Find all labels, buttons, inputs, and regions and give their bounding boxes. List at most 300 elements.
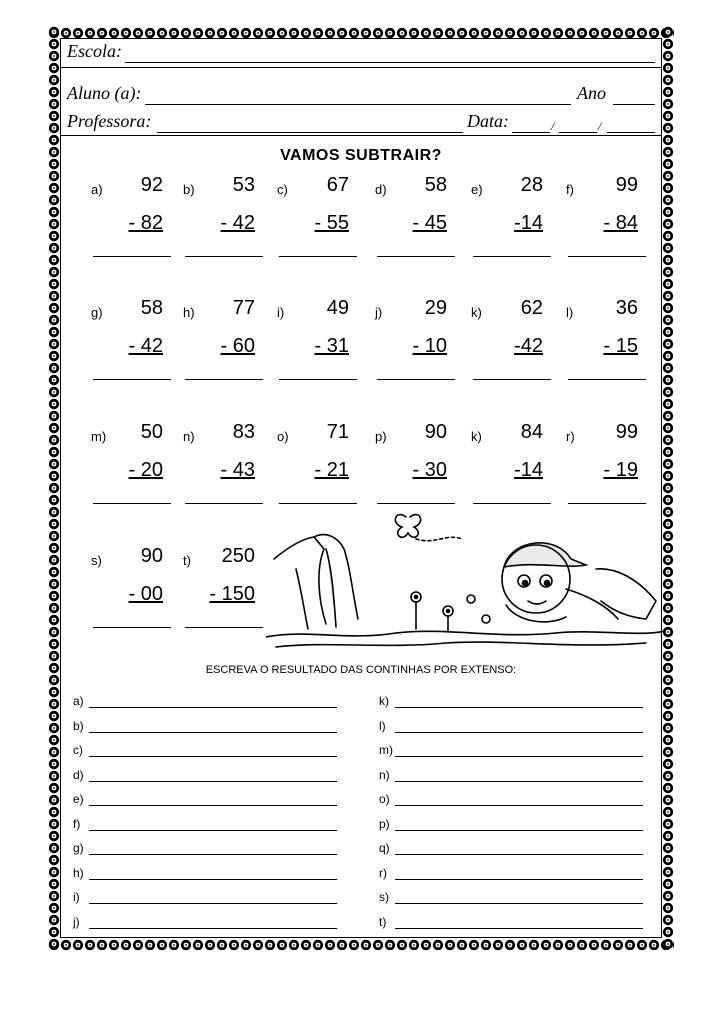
minuend: 28 (520, 174, 543, 196)
flower-icon (49, 207, 59, 217)
flower-icon (313, 28, 323, 38)
flower-row (48, 26, 60, 950)
extenso-field[interactable] (89, 854, 337, 855)
flower-icon (49, 423, 59, 433)
extenso-line[interactable] (379, 890, 643, 906)
extenso-field[interactable] (395, 830, 643, 831)
extenso-line[interactable] (73, 743, 337, 759)
answer-line[interactable] (568, 379, 646, 380)
extenso-line[interactable] (379, 719, 643, 735)
flower-icon (49, 591, 59, 601)
flower-icon (49, 615, 59, 625)
flower-icon (613, 940, 623, 950)
flower-icon (663, 75, 673, 85)
extenso-field[interactable] (89, 805, 337, 806)
flower-icon (663, 135, 673, 145)
flower-icon (663, 867, 673, 877)
problem-label: p) (375, 429, 387, 444)
flower-icon (663, 207, 673, 217)
answer-line[interactable] (568, 256, 646, 257)
aluno-field[interactable] (145, 104, 571, 105)
subtraction-problem (183, 174, 263, 284)
flower-icon (349, 28, 359, 38)
flower-icon (637, 940, 647, 950)
minuend: 83 (232, 421, 255, 443)
flower-icon (457, 28, 467, 38)
flower-icon (663, 447, 673, 457)
flower-icon (663, 303, 673, 313)
flower-icon (663, 891, 673, 901)
extenso-line[interactable] (379, 817, 643, 833)
problem-label: g) (91, 305, 103, 320)
subtraction-problem (91, 545, 171, 655)
flower-icon (49, 927, 59, 937)
minuend: 62 (520, 297, 543, 319)
flower-icon (663, 219, 673, 229)
flower-icon (601, 28, 611, 38)
extenso-line[interactable] (379, 694, 643, 710)
aluno-label: Aluno (a): (67, 83, 142, 103)
extenso-line[interactable] (73, 890, 337, 906)
flower-icon (601, 940, 611, 950)
flower-icon (253, 28, 263, 38)
flower-icon (49, 459, 59, 469)
flower-icon (637, 28, 647, 38)
flower-icon (663, 255, 673, 265)
flower-icon (663, 459, 673, 469)
flower-icon (49, 303, 59, 313)
flower-icon (505, 28, 515, 38)
subtrahend: - 42 (128, 335, 163, 357)
flower-icon (49, 255, 59, 265)
answer-line[interactable] (185, 503, 263, 504)
flower-icon (49, 627, 59, 637)
flower-icon (553, 28, 563, 38)
flower-icon (169, 28, 179, 38)
flower-icon (663, 111, 673, 121)
flower-icon (49, 915, 59, 925)
extenso-field[interactable] (395, 732, 643, 733)
flower-border-bottom (48, 938, 674, 950)
answer-line[interactable] (473, 256, 551, 257)
minuend: 99 (615, 174, 638, 196)
flower-icon (663, 435, 673, 445)
subtraction-problem (471, 174, 551, 284)
flower-icon (663, 327, 673, 337)
flower-icon (663, 879, 673, 889)
minuend: 90 (424, 421, 447, 443)
flower-icon (157, 28, 167, 38)
minuend: 90 (140, 545, 163, 567)
subtraction-problem (277, 174, 357, 284)
extenso-label: c) (73, 743, 83, 757)
flower-icon (663, 423, 673, 433)
flower-icon (663, 351, 673, 361)
flower-icon (61, 28, 71, 38)
subtraction-problem (91, 421, 171, 531)
subtrahend: - 45 (412, 212, 447, 234)
answer-line[interactable] (279, 379, 357, 380)
date-year-field[interactable] (607, 132, 655, 133)
extenso-field[interactable] (395, 879, 643, 880)
flower-icon (663, 195, 673, 205)
flower-icon (217, 28, 227, 38)
answer-line[interactable] (377, 256, 455, 257)
extenso-line[interactable] (379, 866, 643, 882)
flower-icon (49, 663, 59, 673)
flower-icon (577, 28, 587, 38)
flower-icon (49, 231, 59, 241)
minuend: 92 (140, 174, 163, 196)
flower-icon (663, 183, 673, 193)
flower-icon (663, 387, 673, 397)
aluno-row (67, 83, 655, 107)
problem-label: h) (183, 305, 195, 320)
flower-icon (517, 940, 527, 950)
flower-icon (133, 940, 143, 950)
flower-icon (49, 507, 59, 517)
extenso-line[interactable] (379, 743, 643, 759)
flower-icon (663, 735, 673, 745)
flower-icon (663, 243, 673, 253)
flower-icon (663, 831, 673, 841)
problem-label: a) (91, 182, 103, 197)
minuend: 67 (326, 174, 349, 196)
flower-icon (49, 807, 59, 817)
flower-icon (663, 843, 673, 853)
extenso-line[interactable] (379, 768, 643, 784)
extenso-label: d) (73, 767, 84, 782)
flower-icon (433, 28, 443, 38)
flower-icon (61, 940, 71, 950)
subtraction-problem (375, 174, 455, 284)
flower-icon (663, 483, 673, 493)
flower-icon (157, 940, 167, 950)
flower-icon (373, 28, 383, 38)
flower-icon (565, 28, 575, 38)
flower-icon (205, 28, 215, 38)
flower-icon (49, 147, 59, 157)
flower-icon (613, 28, 623, 38)
problem-label: d) (375, 182, 387, 197)
extenso-label: l) (379, 718, 386, 733)
flower-icon (663, 375, 673, 385)
extenso-label: r) (379, 865, 387, 880)
flower-icon (663, 759, 673, 769)
flower-icon (663, 915, 673, 925)
escola-row (67, 41, 655, 65)
extenso-line[interactable] (73, 768, 337, 784)
extenso-label: i) (73, 890, 80, 904)
escola-label: Escola: (67, 41, 122, 61)
flower-icon (49, 279, 59, 289)
extenso-field[interactable] (395, 756, 643, 757)
problem-label: k) (471, 305, 482, 320)
flower-icon (589, 28, 599, 38)
flower-icon (625, 940, 635, 950)
extenso-field[interactable] (89, 879, 337, 880)
answer-line[interactable] (93, 627, 171, 628)
extenso-label: j) (73, 914, 80, 929)
page-border (48, 26, 674, 950)
flower-icon (325, 28, 335, 38)
subtraction-problem (375, 297, 455, 407)
flower-icon (277, 940, 287, 950)
subtrahend: - 150 (209, 583, 255, 605)
extenso-label: q) (379, 841, 390, 855)
minuend: 71 (326, 421, 349, 443)
flower-icon (663, 231, 673, 241)
answer-line[interactable] (93, 256, 171, 257)
flower-icon (663, 711, 673, 721)
professora-field[interactable] (157, 132, 463, 133)
flower-icon (541, 940, 551, 950)
flower-icon (663, 171, 673, 181)
flower-icon (469, 28, 479, 38)
flower-icon (121, 28, 131, 38)
flower-icon (49, 99, 59, 109)
flower-icon (663, 363, 673, 373)
subtrahend: - 30 (412, 459, 447, 481)
extenso-field[interactable] (89, 707, 337, 708)
minuend: 50 (140, 421, 163, 443)
answer-line[interactable] (93, 503, 171, 504)
problem-label: f) (566, 182, 574, 197)
answer-line[interactable] (473, 503, 551, 504)
flower-icon (193, 28, 203, 38)
flower-icon (565, 940, 575, 950)
subtraction-problem (566, 297, 646, 407)
flower-icon (663, 927, 673, 937)
flower-icon (109, 28, 119, 38)
flower-icon (49, 399, 59, 409)
flower-icon (49, 855, 59, 865)
subtrahend: - 60 (220, 335, 255, 357)
flower-icon (663, 399, 673, 409)
flower-icon (193, 940, 203, 950)
flower-icon (385, 28, 395, 38)
answer-line[interactable] (185, 627, 263, 628)
extenso-field[interactable] (395, 928, 643, 929)
flower-icon (49, 123, 59, 133)
flower-icon (49, 795, 59, 805)
flower-icon (663, 291, 673, 301)
flower-icon (49, 555, 59, 565)
extenso-field[interactable] (395, 805, 643, 806)
flower-icon (217, 940, 227, 950)
extenso-field[interactable] (395, 903, 643, 904)
flower-border-top (48, 26, 674, 38)
minuend: 84 (520, 421, 543, 443)
flower-icon (663, 471, 673, 481)
professora-row (67, 111, 655, 135)
minuend: 99 (615, 421, 638, 443)
extenso-field[interactable] (89, 903, 337, 904)
extenso-label: p) (379, 816, 390, 831)
flower-icon (49, 315, 59, 325)
answer-line[interactable] (93, 379, 171, 380)
extenso-field[interactable] (395, 707, 643, 708)
problem-label: s) (91, 553, 102, 568)
flower-icon (49, 675, 59, 685)
flower-icon (49, 219, 59, 229)
flower-icon (663, 747, 673, 757)
extenso-field[interactable] (395, 854, 643, 855)
minuend: 29 (424, 297, 447, 319)
flower-icon (663, 63, 673, 73)
subtrahend: - 00 (128, 583, 163, 605)
subtraction-problem (277, 297, 357, 407)
flower-icon (49, 87, 59, 97)
extenso-label: a) (73, 694, 84, 708)
flower-icon (663, 903, 673, 913)
subtrahend: - 20 (128, 459, 163, 481)
flower-icon (49, 747, 59, 757)
extenso-line[interactable] (73, 694, 337, 710)
ano-field[interactable] (613, 104, 655, 105)
flower-icon (361, 28, 371, 38)
flower-icon (133, 28, 143, 38)
flower-icon (361, 940, 371, 950)
flower-icon (49, 903, 59, 913)
flower-icon (433, 940, 443, 950)
answer-line[interactable] (279, 503, 357, 504)
flower-icon (49, 183, 59, 193)
flower-icon (109, 940, 119, 950)
flower-icon (49, 495, 59, 505)
flower-icon (663, 855, 673, 865)
extenso-field[interactable] (89, 928, 337, 929)
flower-icon (49, 375, 59, 385)
flower-icon (181, 940, 191, 950)
flower-icon (49, 867, 59, 877)
flower-icon (289, 28, 299, 38)
extenso-field[interactable] (89, 830, 337, 831)
extenso-field[interactable] (89, 756, 337, 757)
flower-icon (49, 843, 59, 853)
extenso-label: t) (379, 914, 387, 929)
date-day-field[interactable] (512, 132, 550, 133)
extenso-line[interactable] (379, 841, 643, 857)
flower-icon (49, 651, 59, 661)
extenso-line[interactable] (73, 792, 337, 808)
answer-line[interactable] (473, 379, 551, 380)
professora-label: Professora: (67, 111, 152, 131)
subtraction-problem (566, 174, 646, 284)
flower-icon (229, 940, 239, 950)
flower-icon (49, 567, 59, 577)
flower-icon (49, 735, 59, 745)
ano-label: Ano (577, 83, 606, 103)
extenso-label: k) (379, 694, 389, 708)
extenso-field[interactable] (89, 732, 337, 733)
flower-icon (663, 123, 673, 133)
flower-row (48, 939, 674, 950)
flower-icon (49, 27, 59, 37)
extenso-line[interactable] (73, 719, 337, 735)
flower-icon (49, 291, 59, 301)
extenso-line[interactable] (73, 817, 337, 833)
flower-icon (481, 28, 491, 38)
flower-icon (49, 195, 59, 205)
extenso-field[interactable] (395, 781, 643, 782)
flower-icon (445, 28, 455, 38)
extenso-line[interactable] (379, 792, 643, 808)
subtrahend: - 21 (314, 459, 349, 481)
flower-icon (253, 940, 263, 950)
flower-icon (49, 411, 59, 421)
flower-icon (457, 940, 467, 950)
flower-icon (49, 711, 59, 721)
subtraction-problem (183, 421, 263, 531)
subtrahend: -42 (514, 335, 543, 357)
flower-row (662, 26, 674, 950)
subtraction-problem (91, 174, 171, 284)
answer-line[interactable] (279, 256, 357, 257)
escola-field[interactable] (125, 62, 655, 63)
flower-icon (529, 940, 539, 950)
flower-icon (49, 723, 59, 733)
flower-icon (663, 339, 673, 349)
problem-label: j) (375, 305, 383, 320)
flower-icon (49, 771, 59, 781)
divider (61, 135, 661, 136)
flower-icon (421, 28, 431, 38)
extenso-line[interactable] (379, 915, 643, 931)
flower-icon (325, 940, 335, 950)
flower-icon (277, 28, 287, 38)
flower-icon (49, 819, 59, 829)
problem-label: m) (91, 429, 107, 444)
answer-line[interactable] (185, 256, 263, 257)
flower-icon (49, 243, 59, 253)
flower-icon (663, 99, 673, 109)
flower-icon (663, 819, 673, 829)
subtrahend: - 84 (603, 212, 638, 234)
flower-icon (49, 783, 59, 793)
extenso-line[interactable] (73, 841, 337, 857)
flower-icon (663, 495, 673, 505)
flower-icon (49, 687, 59, 697)
extenso-field[interactable] (89, 781, 337, 782)
flower-icon (589, 940, 599, 950)
answer-line[interactable] (568, 503, 646, 504)
problem-label: i) (277, 305, 285, 320)
extenso-line[interactable] (73, 915, 337, 931)
worksheet-body (60, 38, 662, 938)
data-label: Data: (467, 111, 509, 131)
subtrahend: - 15 (603, 335, 638, 357)
subtraction-problem (183, 545, 263, 655)
subtraction-problem (91, 297, 171, 407)
problem-label: b) (183, 182, 195, 197)
flower-icon (49, 531, 59, 541)
date-month-field[interactable] (559, 132, 597, 133)
answer-line[interactable] (377, 503, 455, 504)
flower-icon (663, 411, 673, 421)
answer-line[interactable] (377, 379, 455, 380)
flower-icon (663, 699, 673, 709)
flower-icon (49, 63, 59, 73)
flower-icon (49, 543, 59, 553)
minuend: 77 (232, 297, 255, 319)
flower-icon (145, 28, 155, 38)
answer-line[interactable] (185, 379, 263, 380)
minuend: 49 (326, 297, 349, 319)
flower-icon (49, 603, 59, 613)
flower-icon (663, 87, 673, 97)
extenso-line[interactable] (73, 866, 337, 882)
